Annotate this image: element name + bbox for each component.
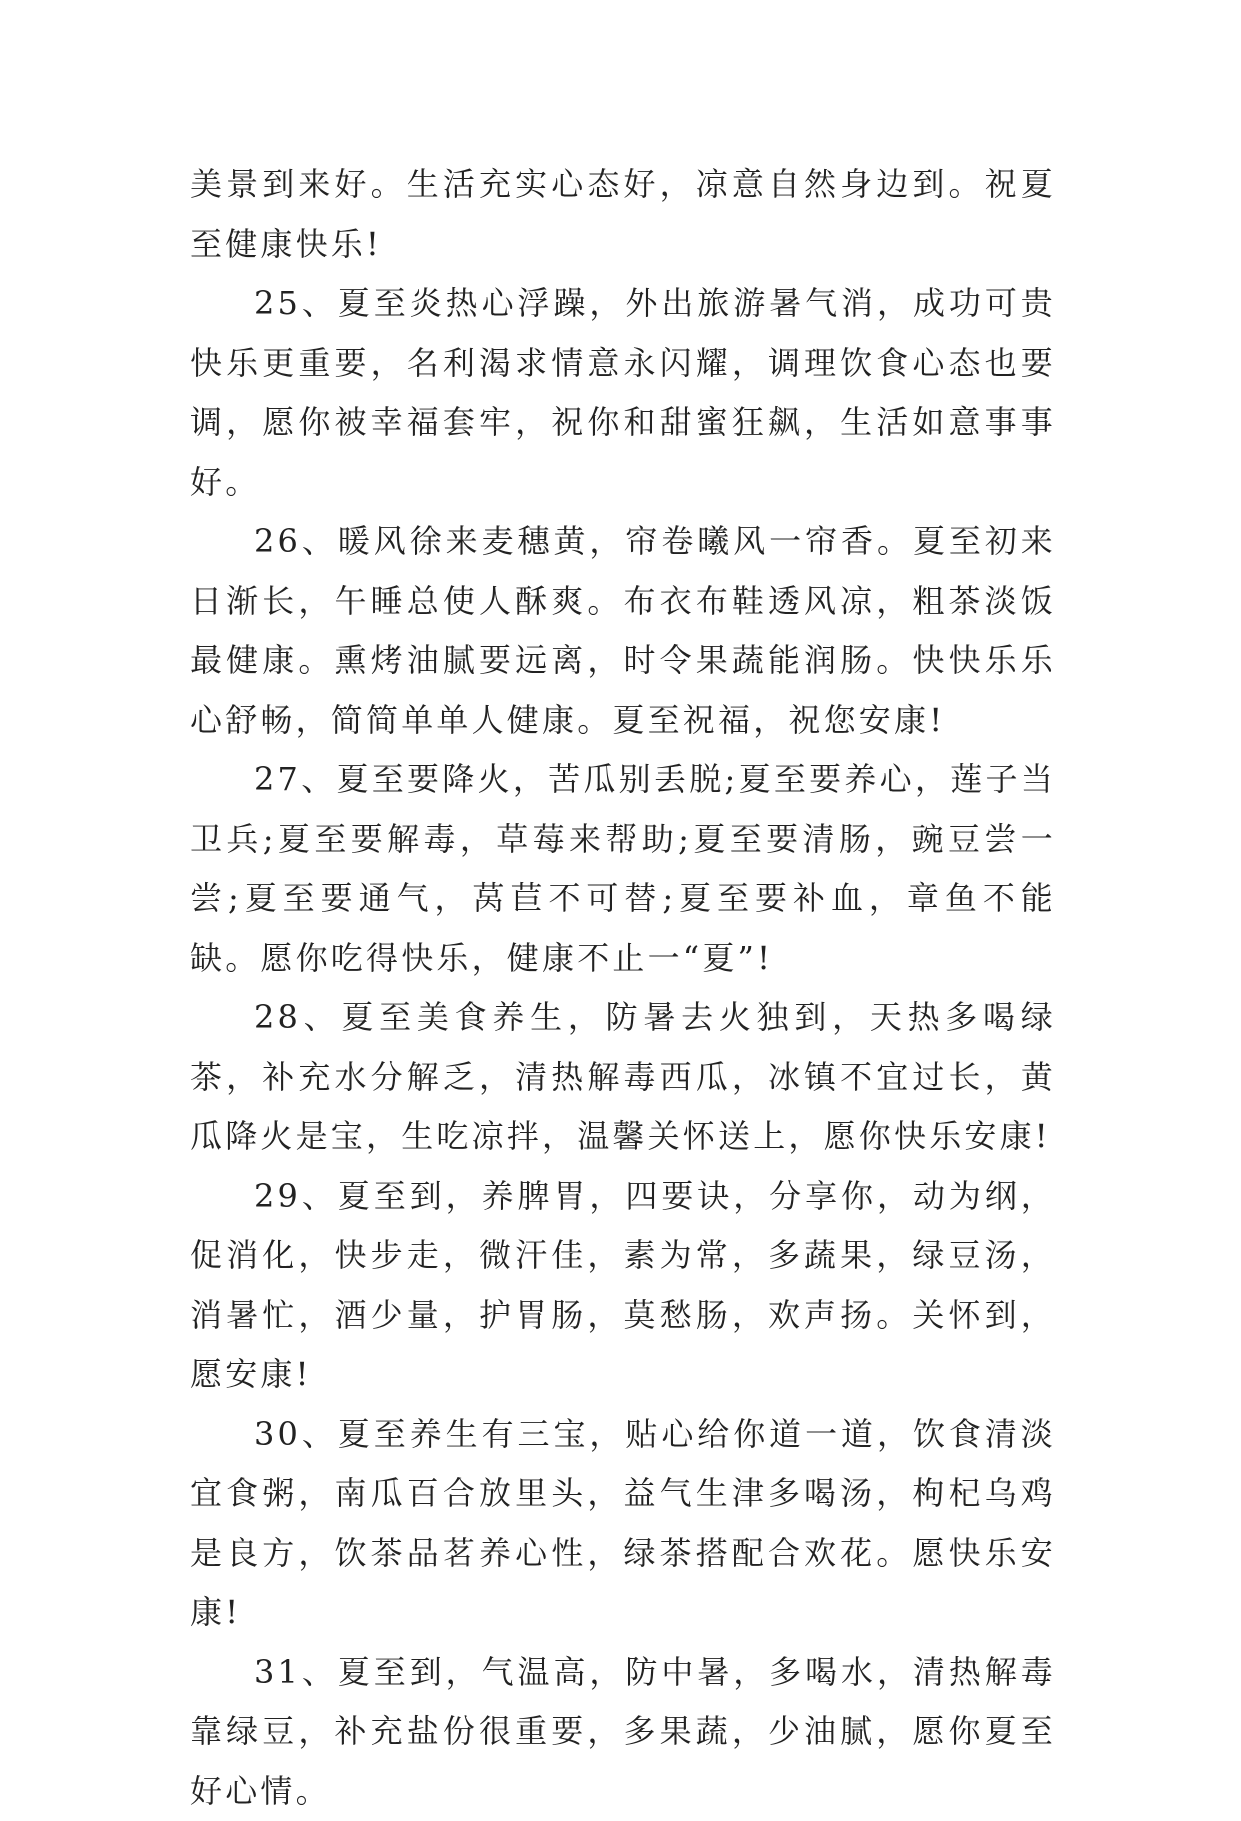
paragraph-27: 27、夏至要降火，苦瓜别丢脱;夏至要养心，莲子当卫兵;夏至要解毒，草莓来帮助;夏至要清肠，豌豆尝一尝;夏至要通气，莴苣不可替;夏至要补血，章鱼不能缺。愿你吃得快乐，健康不止一“夏”!: [190, 750, 1056, 988]
paragraph-31: 31、夏至到，气温高，防中暑，多喝水，清热解毒靠绿豆，补充盐份很重要，多果蔬，少油腻，愿你夏至好心情。: [190, 1643, 1056, 1821]
paragraph-29: 29、夏至到，养脾胃，四要诀，分享你，动为纲，促消化，快步走，微汗佳，素为常，多蔬果，绿豆汤，消暑忙，酒少量，护胃肠，莫愁肠，欢声扬。关怀到，愿安康!: [190, 1167, 1056, 1405]
paragraph-24-continuation: 美景到来好。生活充实心态好，凉意自然身边到。祝夏至健康快乐!: [190, 155, 1056, 274]
paragraph-30: 30、夏至养生有三宝，贴心给你道一道，饮食清淡宜食粥，南瓜百合放里头，益气生津多喝汤，枸杞乌鸡是良方，饮茶品茗养心性，绿茶搭配合欢花。愿快乐安康!: [190, 1405, 1056, 1643]
paragraph-25: 25、夏至炎热心浮躁，外出旅游暑气消，成功可贵快乐更重要，名利渴求情意永闪耀，调理饮食心态也要调，愿你被幸福套牢，祝你和甜蜜狂飙，生活如意事事好。: [190, 274, 1056, 512]
document-body: [190, 155, 1056, 1821]
paragraph-26: 26、暖风徐来麦穗黄，帘卷曦风一帘香。夏至初来日渐长，午睡总使人酥爽。布衣布鞋透风凉，粗茶淡饭最健康。熏烤油腻要远离，时令果蔬能润肠。快快乐乐心舒畅，简简单单人健康。夏至祝福，祝您安康!: [190, 512, 1056, 750]
paragraph-28: 28、夏至美食养生，防暑去火独到，天热多喝绿茶，补充水分解乏，清热解毒西瓜，冰镇不宜过长，黄瓜降火是宝，生吃凉拌，温馨关怀送上，愿你快乐安康!: [190, 988, 1056, 1167]
